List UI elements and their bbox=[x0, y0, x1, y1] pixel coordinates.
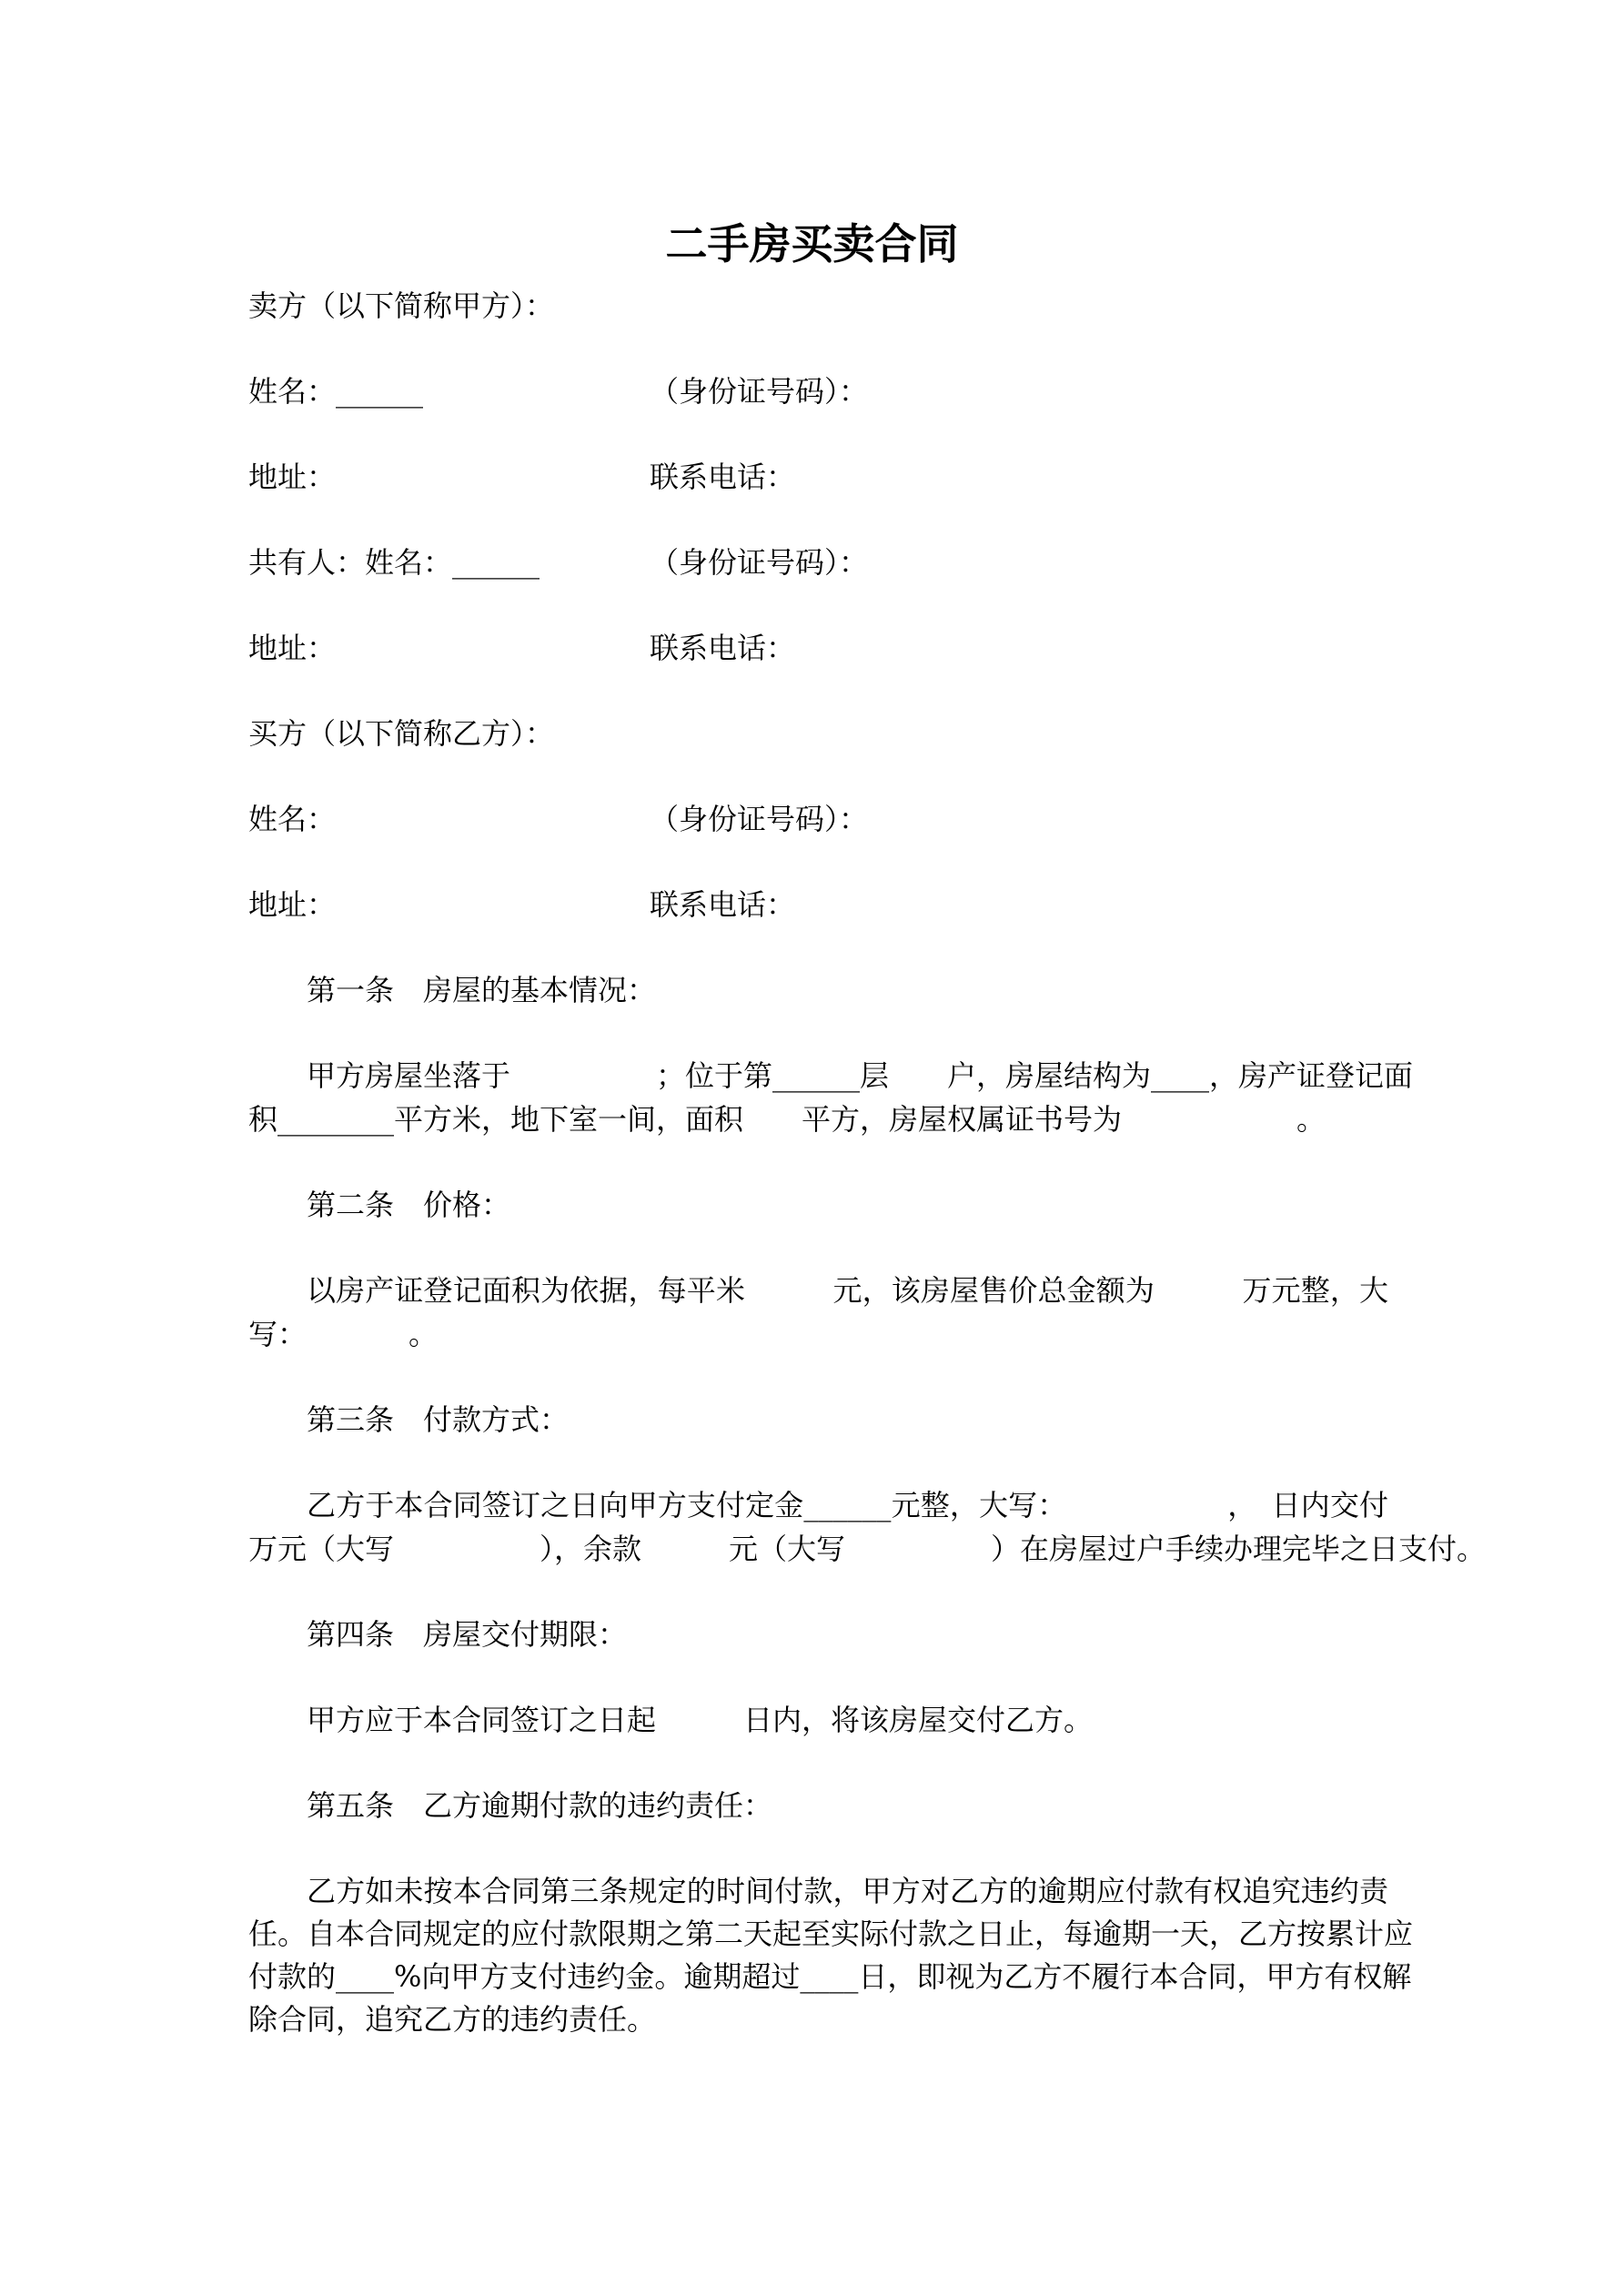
article-5-line: 除合同，追究乙方的违约责任。 bbox=[248, 2002, 657, 2037]
seller-name: 姓名：______ bbox=[248, 374, 424, 409]
seller-phone: 联系电话： bbox=[650, 460, 796, 494]
buyer-heading: 买方（以下简称乙方）： bbox=[248, 716, 555, 751]
buyer-address: 地址： bbox=[248, 887, 337, 922]
article-5-heading: 第五条 乙方逾期付款的违约责任： bbox=[307, 1788, 773, 1823]
article-2-heading: 第二条 价格： bbox=[307, 1188, 511, 1222]
seller-heading: 卖方（以下简称甲方）： bbox=[248, 288, 555, 323]
article-4-heading: 第四条 房屋交付期限： bbox=[307, 1617, 628, 1652]
article-1-line: 积________平方米，地下室一间，面积 平方，房屋权属证书号为 。 bbox=[248, 1102, 1326, 1137]
article-2-line: 以房产证登记面积为依据，每平米 元，该房屋售价总金额为 万元整，大 bbox=[307, 1273, 1388, 1308]
article-5-line: 任。自本合同规定的应付款限期之第二天起至实际付款之日止，每逾期一天，乙方按累计应 bbox=[248, 1917, 1414, 1951]
buyer-phone: 联系电话： bbox=[650, 887, 796, 922]
co-owner-phone: 联系电话： bbox=[650, 631, 796, 665]
article-5-line: 付款的____%向甲方支付违约金。逾期超过____日，即视为乙方不履行本合同，甲方有权解 bbox=[248, 1959, 1412, 1994]
co-owner-address: 地址： bbox=[248, 631, 337, 665]
article-3-line: 万元（大写 ），余款 元（大写 ）在房屋过户手续办理完毕之日支付。 bbox=[248, 1532, 1487, 1566]
co-owner-id: （身份证号码）： bbox=[650, 545, 869, 580]
article-5-line: 乙方如未按本合同第三条规定的时间付款，甲方对乙方的逾期应付款有权追究违约责 bbox=[307, 1874, 1388, 1908]
co-owner-name: 共有人：姓名：______ bbox=[248, 545, 540, 580]
article-3-line: 乙方于本合同签订之日向甲方支付定金______元整，大写： ， 日内交付 bbox=[307, 1488, 1388, 1522]
buyer-name: 姓名： bbox=[248, 802, 337, 836]
article-2-line: 写： 。 bbox=[248, 1317, 439, 1351]
document-title: 二手房买卖合同 bbox=[665, 219, 959, 268]
article-1-heading: 第一条 房屋的基本情况： bbox=[307, 973, 657, 1007]
seller-address: 地址： bbox=[248, 460, 337, 494]
buyer-id: （身份证号码）： bbox=[650, 802, 869, 836]
seller-id: （身份证号码）： bbox=[650, 374, 869, 409]
article-3-heading: 第三条 付款方式： bbox=[307, 1402, 570, 1437]
article-1-line: 甲方房屋坐落于 ；位于第______层 户，房屋结构为____，房产证登记面 bbox=[307, 1058, 1414, 1093]
article-4-line: 甲方应于本合同签订之日起 日内，将该房屋交付乙方。 bbox=[307, 1703, 1094, 1737]
